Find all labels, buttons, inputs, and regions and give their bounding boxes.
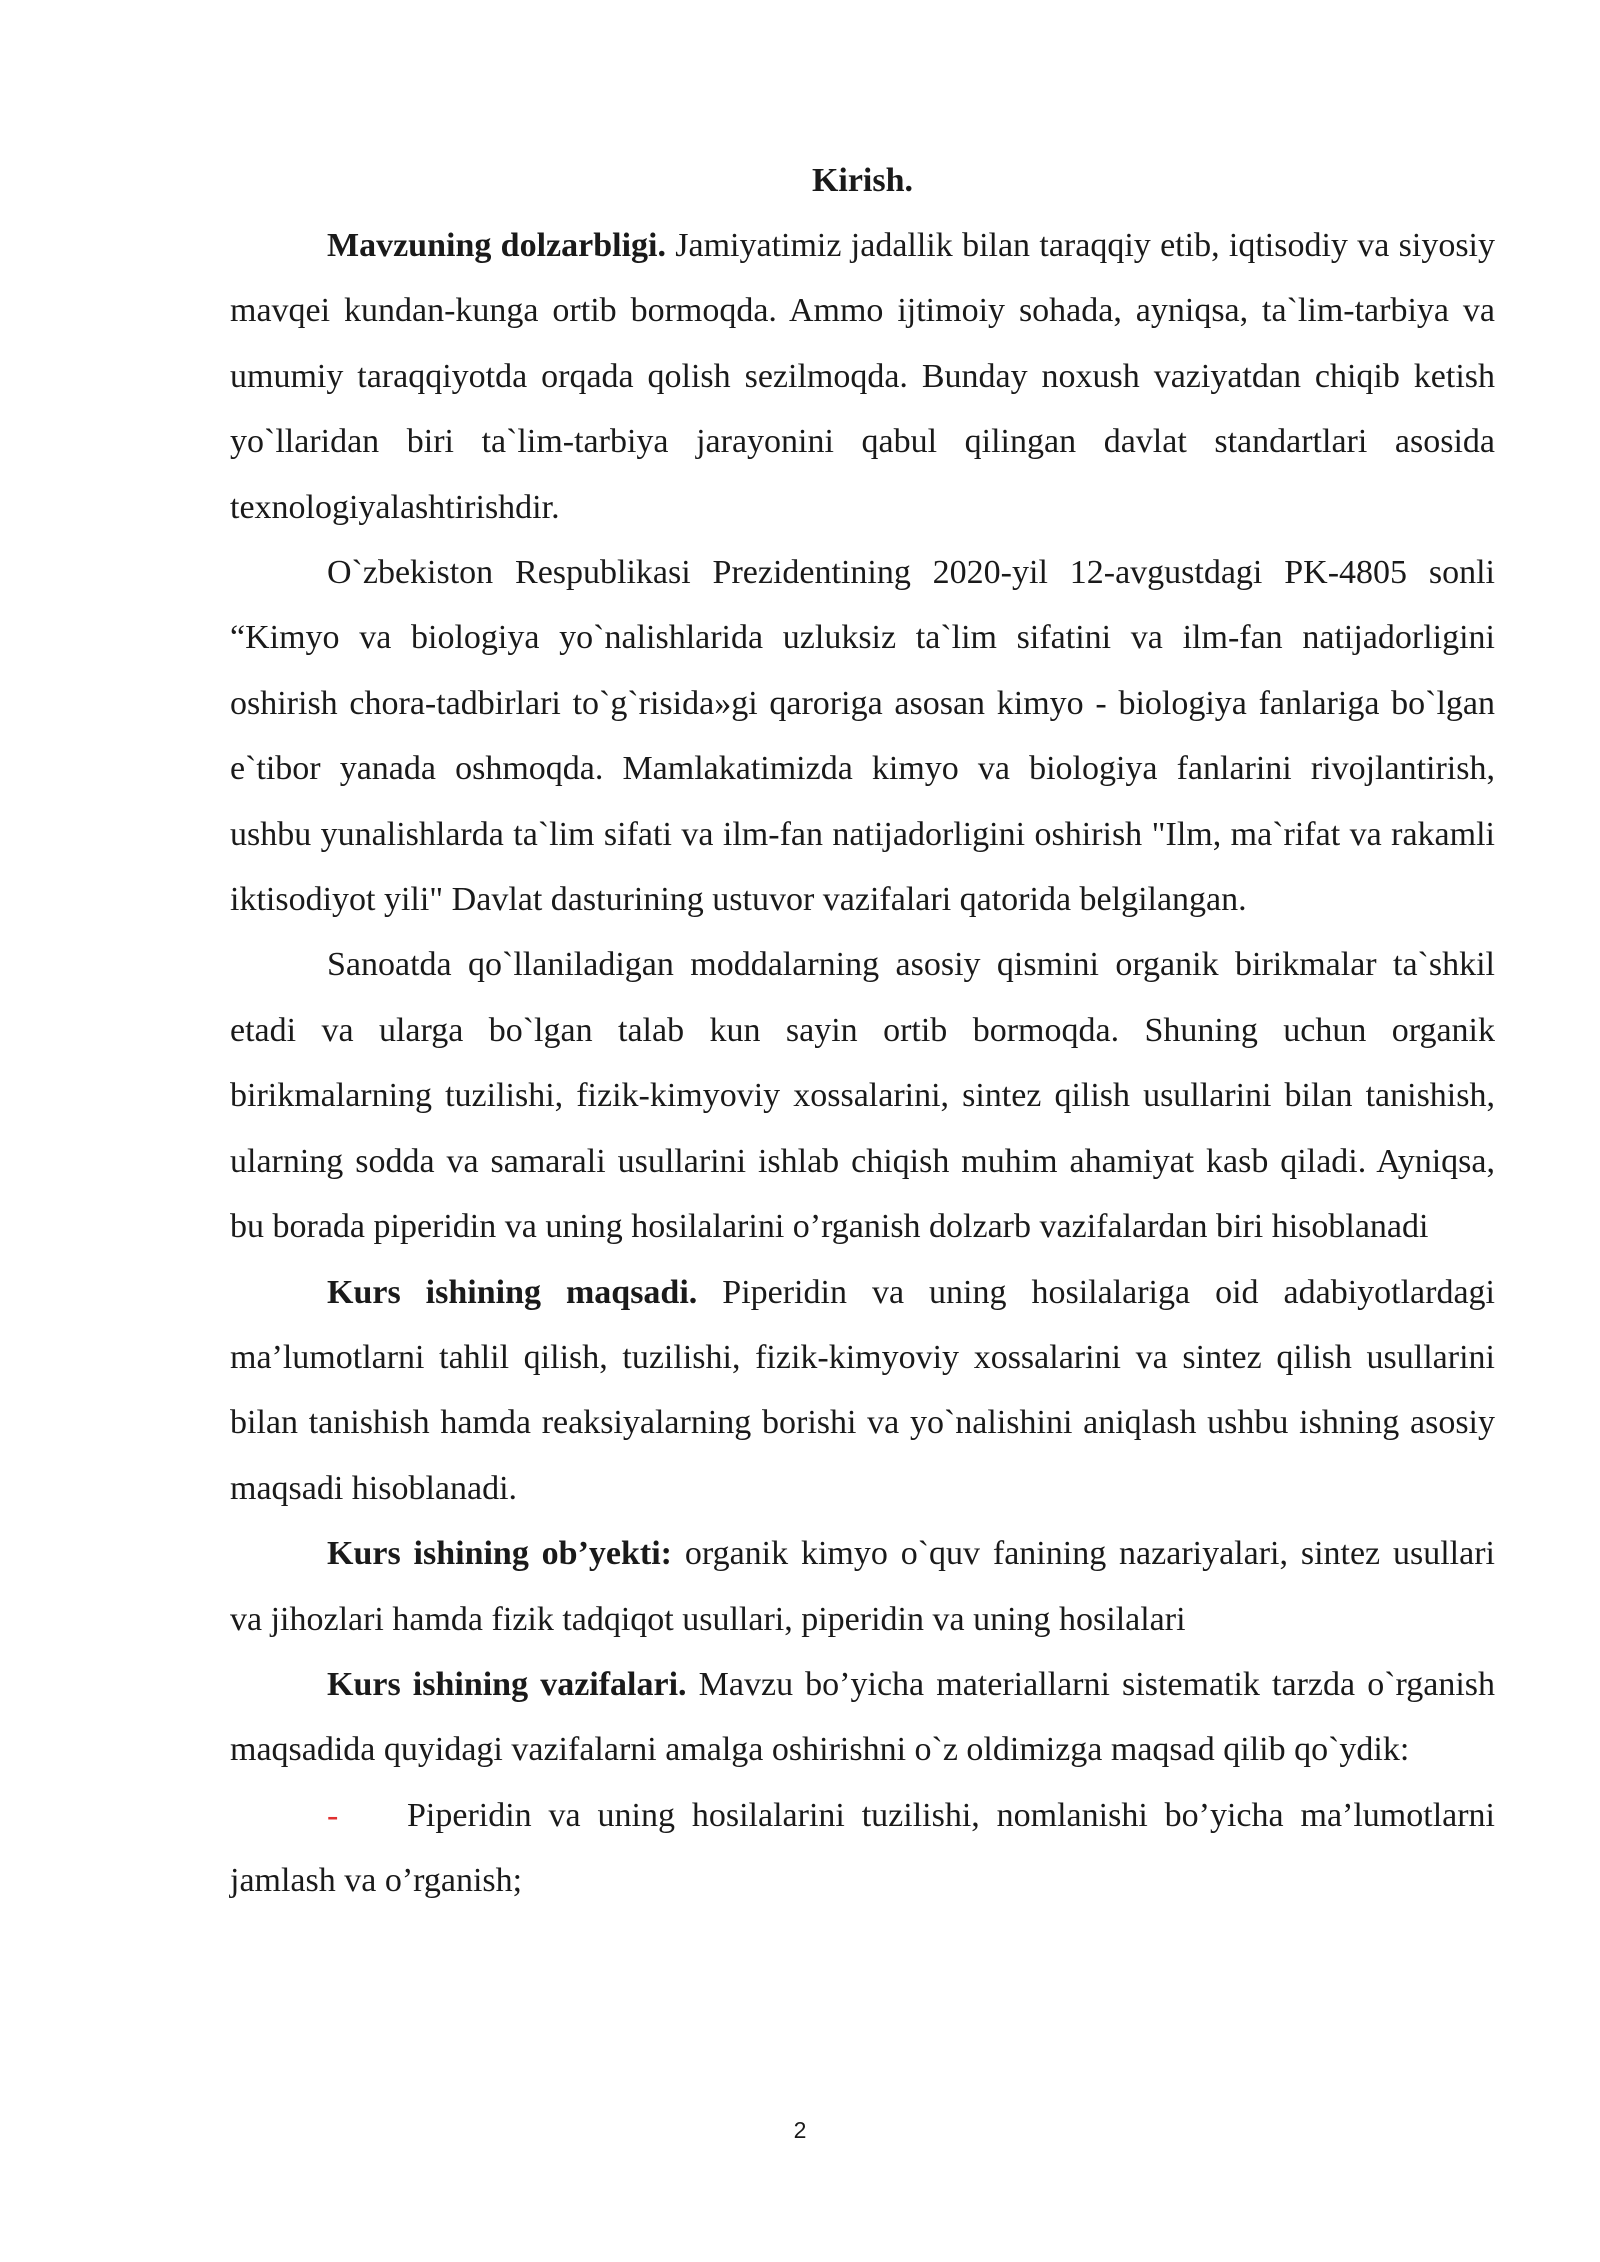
paragraph-text: organik kimyo o`quv fanining nazariyalari, sintez usullari va jihozlari hamda fizik tadqiqot usullari, piperidin va uning hosilalari xyxy=(230,1535,1495,1638)
section-title: Kirish. xyxy=(811,162,914,199)
paragraph-tasks xyxy=(230,1652,1495,1783)
paragraph-lead: Kurs ishining vazifalari. xyxy=(327,1665,687,1703)
task-list-item xyxy=(230,1783,1495,1914)
paragraph-decree xyxy=(230,540,1495,932)
paragraph-object xyxy=(230,1521,1495,1652)
paragraph-lead: Kurs ishining maqsadi. xyxy=(327,1273,698,1311)
paragraph-text: Jamiyatimiz jadallik bilan taraqqiy etib, iqtisodiy va siyosiy mavqei kundan-kunga ortib bormoqda. Ammo ijtimoiy sohada, ayniqsa, ta`lim-tarbiya va umumiy taraqqiyotda orqada qolish sezilmoqda. Bunday noxush vaziyatdan chiqib ketish yo`llaridan biri ta`lim-tarbiya jarayonini qabul qilingan davlat standartlari asosida texnologiyalashtirishdir. xyxy=(230,227,1495,526)
paragraph-goal xyxy=(230,1260,1495,1522)
paragraph-lead: Kurs ishining ob’yekti: xyxy=(327,1535,673,1573)
list-item-text: Piperidin va uning hosilalarini tuzilishi, nomlanishi bo’yicha ma’lumotlarni jamlash va o’rganish; xyxy=(230,1796,1495,1900)
page-number: 2 xyxy=(793,2117,807,2143)
paragraph-relevance xyxy=(230,213,1495,540)
paragraph-industry xyxy=(230,932,1495,1259)
paragraph-text: Piperidin va uning hosilalariga oid adabiyotlardagi ma’lumotlarni tahlil qilish, tuzilishi, fizik-kimyoviy xossalarini va sintez qilish usullarini bilan tanishish hamda reaksiyalarning borishi va yo`nalishini aniqlash ushbu ishning asosiy maqsadi hisoblanadi. xyxy=(230,1273,1495,1507)
page-content xyxy=(230,148,1495,1914)
paragraph-lead: Mavzuning dolzarbligi. xyxy=(327,227,666,264)
paragraph-text: Sanoatda qo`llaniladigan moddalarning asosiy qismini organik birikmalar ta`shkil etadi va ularga bo`lgan talab kun sayin ortib bormoqda. Shuning uchun organik birikmalarning tuzilishi, fizik-kimyoviy xossalarini, sintez qilish usullarini bilan tanishish, ularning sodda va samarali usullarini ishlab chiqish muhim ahamiyat kasb qiladi. Ayniqsa, bu borada piperidin va uning hosilalarini o’rganish dolzarb vazifalardan biri hisoblanadi xyxy=(230,946,1495,1246)
paragraph-text: Mavzu bo’yicha materiallarni sistematik tarzda o`rganish maqsadida quyidagi vazifalarni amalga oshirishni o`z oldimizga maqsad qilib qo`ydik: xyxy=(230,1665,1495,1769)
paragraph-text: O`zbekiston Respublikasi Prezidentining 2020-yil 12-avgustdagi PK-4805 sonli “Kimyo va biologiya yo`nalishlarida uzluksiz ta`lim sifatini va ilm-fan natijadorligini oshirish chora-tadbirlari to`g`risida»gi qaroriga asosan kimyo - biologiya fanlariga bo`lgan e`tibor yanada oshmoqda. Mamlakatimizda kimyo va biologiya fanlarini rivojlantirish, ushbu yunalishlarda ta`lim sifati va ilm-fan natijadorligini oshirish "Ilm, ma`rifat va rakamli iktisodiyot yili" Davlat dasturining ustuvor vazifalari qatorida belgilangan. xyxy=(230,554,1495,919)
list-dash-marker: - xyxy=(327,1796,339,1834)
